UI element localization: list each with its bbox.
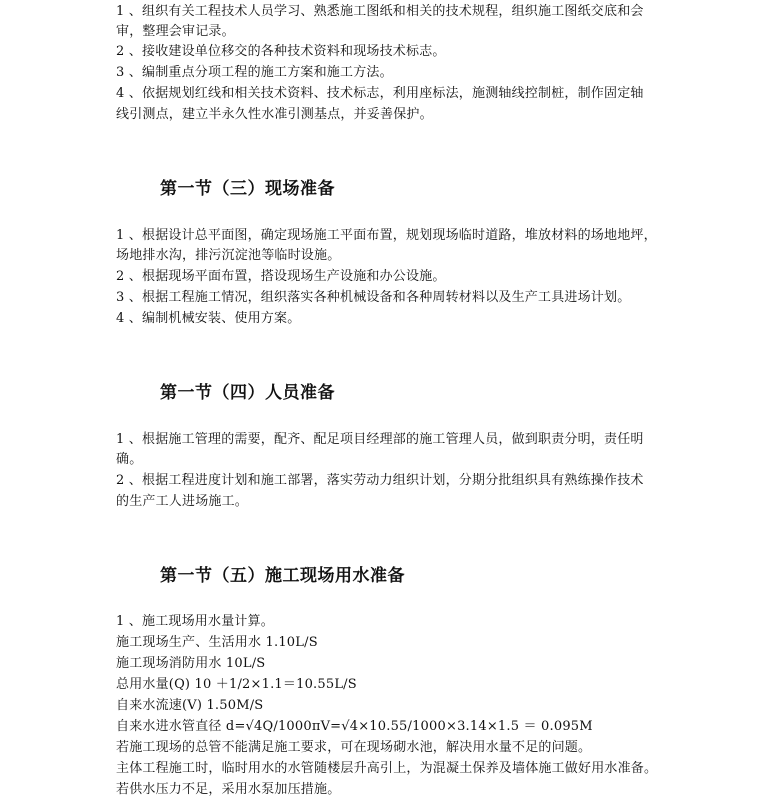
list-item: 总用水量(Q) 10 ＋1/2×1.1＝10.55L/S xyxy=(116,677,357,692)
list-item: 自来水流速(V) 1.50M/S xyxy=(116,698,264,713)
list-item: 1 、组织有关工程技术人员学习、熟悉施工图纸和相关的技术规程，组织施工图纸交底和会 xyxy=(116,4,644,19)
list-item: 若施工现场的总管不能满足施工要求，可在现场砌水池，解决用水量不足的问题。 xyxy=(116,740,592,755)
list-item: 施工现场生产、生活用水 1.10L/S xyxy=(116,635,318,650)
section-heading-site-prep: 第一节（三）现场准备 xyxy=(160,179,335,199)
list-item: 4 、依据规划红线和相关技术资料、技术标志，利用座标法，施测轴线控制桩，制作固定轴 xyxy=(116,86,644,101)
list-item: 1 、施工现场用水量计算。 xyxy=(116,614,275,629)
list-item: 的生产工人进场施工。 xyxy=(116,494,249,509)
list-item: 若供水压力不足，采用水泵加压措施。 xyxy=(116,782,341,797)
list-item: 3 、编制重点分项工程的施工方案和施工方法。 xyxy=(116,65,393,80)
section-heading-staffing: 第一节（四）人员准备 xyxy=(160,383,335,403)
list-item: 线引测点，建立半永久性水准引测基点，并妥善保护。 xyxy=(116,107,433,122)
list-item: 2 、接收建设单位移交的各种技术资料和现场技术标志。 xyxy=(116,44,446,59)
list-item: 确。 xyxy=(116,452,143,467)
formula-line: 自来水进水管直径 d=√4Q/1000πV=√4×10.55/1000×3.14×1.5 ＝ 0.095M xyxy=(116,719,593,734)
list-item: 场地排水沟，排污沉淀池等临时设施。 xyxy=(116,248,341,263)
section-heading-water-supply: 第一节（五）施工现场用水准备 xyxy=(160,566,405,586)
list-item: 主体工程施工时，临时用水的水管随楼层升高引上，为混凝土保养及墙体施工做好用水准备。 xyxy=(116,761,658,776)
list-item: 2 、根据现场平面布置，搭设现场生产设施和办公设施。 xyxy=(116,269,446,284)
list-item: 1 、根据设计总平面图，确定现场施工平面布置，规划现场临时道路，堆放材料的场地地坪， xyxy=(116,228,657,243)
list-item: 4 、编制机械安装、使用方案。 xyxy=(116,311,301,326)
list-item: 3 、根据工程施工情况，组织落实各种机械设备和各种周转材料以及生产工具进场计划。 xyxy=(116,290,631,305)
list-item: 审，整理会审记录。 xyxy=(116,24,235,39)
list-item: 2 、根据工程进度计划和施工部署，落实劳动力组织计划，分期分批组织具有熟练操作技术 xyxy=(116,473,644,488)
list-item: 1 、根据施工管理的需要，配齐、配足项目经理部的施工管理人员，做到职责分明，责任明 xyxy=(116,432,644,447)
list-item: 施工现场消防用水 10L/S xyxy=(116,656,266,671)
